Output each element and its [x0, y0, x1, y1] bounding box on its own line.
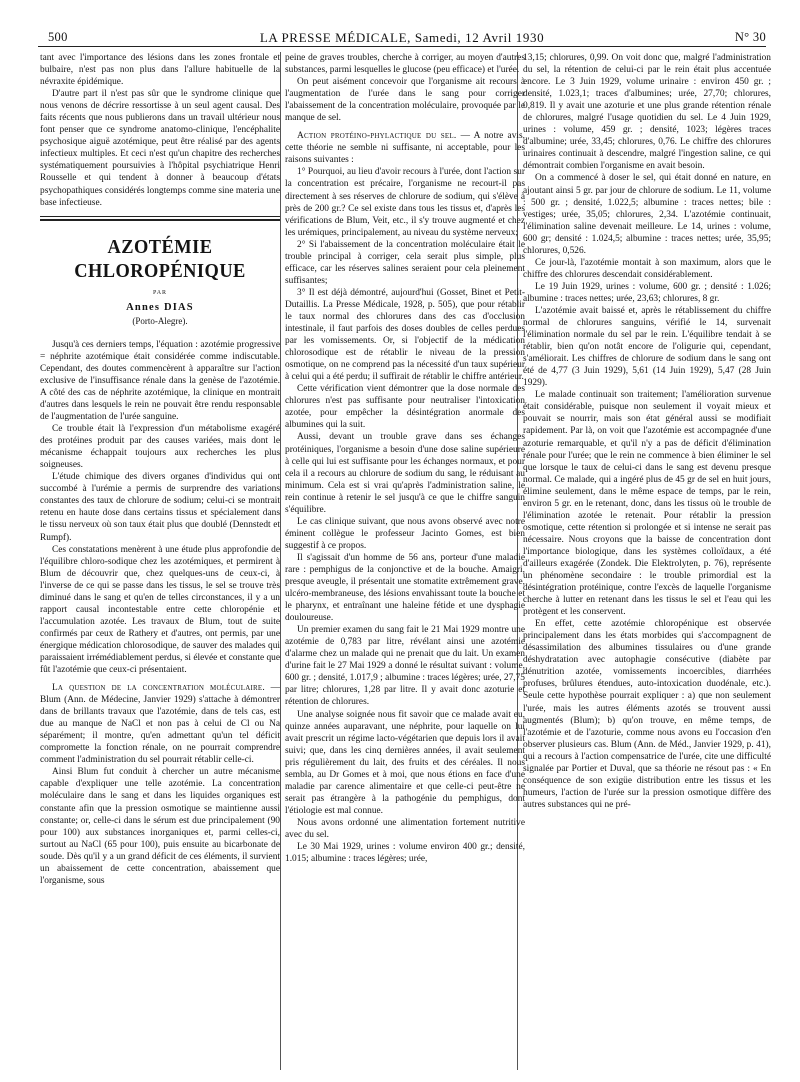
header-rule — [38, 46, 766, 47]
paragraph: Jusqu'à ces derniers temps, l'équation : azotémie progressive = néphrite azotémique était considérée comme indiscutable. Cependant, des doutes commencèrent à apparaître sur l'action exclusive de l'insuffisance rénale dans la genèse de l'azotémie. A côté des cas de néphrite azotémique, la clinique en montrait d'autres dans lesquels le rein ne pouvait être rendu responsable de l'augmentation de l'urée sanguine. — [40, 339, 280, 423]
paragraph: Le malade continuait son traitement; l'amélioration survenue était considérable, puisque non seulement il voyait mieux et pouvait se nourrir, mais son état général aussi se modifiait rapidement. Par là, on voit que l'azotémie est accompagnée d'une azoturie remarquable, et qu'il n'y a pas de déficit d'élimination rénale pour l'urée; que le rein ne commence à bien éliminer le sel que lorsque le taux de celui-ci dans le sang est devenu presque normal. Ce malade, qui a ingéré plus de 45 gr de sel en huit jours, élimine seulement, dans le même espace de temps, par le rein, environ 5 gr. en le retenant, donc, dans les tissus où le trouble de l'élimination azotée le retenait. Pour rétablir la pression osmotique, cette rétention si prolongée et si intense ne serait pas nécessaire. Nous croyons que la baisse de concentration dont l'importance biologique, dans les systèmes colloïdaux, a été d'ailleurs exagérée (Zondek. Die Elektrolyten, p. 76), représente un phénomène secondaire : le trouble primordial est la désintégration protéinique, contre l'excès de laquelle l'organisme cherche à lutter en retenant dans les tissus le sel et l'eau qui les protègent et les conservent. — [523, 390, 771, 618]
paragraph-text: — A notre avis, cette théorie ne semble ni suffisante, ni acceptable, pour les raisons suivantes : — [285, 131, 525, 166]
paragraph — [40, 682, 280, 766]
paragraph: L'azotémie avait baissé et, après le rétablissement du chiffre normal de chlorures sanguins, vérifié le 14, survenait l'élimination normale du sel par le rein. L'équilibre tendait à se rétablir, bien qu'on notât encore de l'oligurie qui, cependant, s'améliorait. Les chiffres de chlorure de sodium dans le sang ont été de 4,77 (3 Juin 1929), 5,61 (14 Juin 1929), 5,47 (28 Juin 1929). — [523, 305, 771, 389]
page-number: 500 — [48, 30, 68, 44]
article-title: AZOTÉMIE CHLOROPÉNIQUE — [74, 235, 246, 282]
paragraph: peine de graves troubles, cherche à corriger, au moyen d'autres substances, parmi lesquelles le glucose (peu efficace) et l'urée. — [285, 53, 525, 76]
paragraph: 3° Il est déjà démontré, aujourd'hui (Gosset, Binet et Petit-Dutaillis. La Presse Médicale, 1928, p. 505), que pour rétablir le taux normal des chlorures dans des cas d'occlusion intestinale, il faut parfois des doses doubles de celles perdues par les vomissements. Or, si l'objectif de la médication chlorosodique est de rétablir le niveau de la pression osmotique, on ne comprend pas la nécessité d'un taux supérieur à celui qui a été perdu; il suffirait de rétablir le chiffre antérieur. — [285, 287, 525, 383]
paragraph: Ces constatations menèrent à une étude plus approfondie de l'équilibre chloro-sodique chez les azotémiques, et permirent à Blum de découvrir que, chez quelques-uns de ceux-ci, à l'inverse de ce qui se passe dans les tissus, le sel se trouve très diminué dans le sang et qu'en de telles circonstances, il y a un rapport causal incontestable entre cette chloropénie et l'accumulation azotée. Les travaux de Blum, tout de suite confirmés par ceux de Rathery et d'autres, ont permis, par une énergique médication chlorosodique, de sauver des malades qui paraissaient irrémédiablement perdus, si élevée et constante que fût l'azotémie que ceux-ci présentaient. — [40, 544, 280, 676]
paragraph: Nous avons ordonné une alimentation fortement nutritive avec du sel. — [285, 817, 525, 840]
article-byline-par: PAR — [152, 289, 168, 296]
paragraph: Ce jour-là, l'azotémie montait à son maximum, alors que le chiffre des chlorures descendait considérablement. — [523, 257, 771, 280]
text-column-2 — [285, 52, 525, 1074]
paragraph: 13,15; chlorures, 0,99. On voit donc que, malgré l'administration du sel, la rétention de celui-ci par le rein était plus accentuée encore. Le 3 Juin 1929, volume urinaire : environ 450 gr. ; densité, 1.023,1; traces d'albumines; urée, 27,70; chlorures, 0,819. Il y avait une azoturie et une plus grande rétention rénale de chlorures, malgré l'usage quotidien du sel. Le 4 Juin 1929, urines : volume, 459 gr. ; densité, 1023; légères traces d'albumine; urée, 33,45; chlorures, 0,76. Le chiffre des chlorures urinaires continuait à descendre, malgré l'ingestion saline, ce qui démontrait combien l'organisme en avait besoin. — [523, 53, 771, 172]
section-heading: La question de la concentration moléculaire. — [52, 683, 265, 694]
text-column-1 — [40, 52, 280, 1074]
paragraph: Le 30 Mai 1929, urines : volume environ 400 gr.; densité, 1.015; albumine : traces légères; urée, — [285, 842, 525, 865]
paragraph: Ce trouble était là l'expression d'un métabolisme exagéré des protéines produit par des causes variées, mais dont le mécanisme échappait toujours aux recherches les plus soigneuses. — [40, 424, 280, 471]
paragraph-text: — Blum (Ann. de Médecine, Janvier 1929) s'attache à démontrer dans de brillants travaux que l'azotémie, dans de tels cas, est due au manque de NaCl et non pas à celui de Cl ou Na séparément; il montre, qu'en admettant qu'un tel déficit compromette la fonction rénale, on ne pourrait comprendre comment l'administration du sel pourrait rétablir celle-ci. — [40, 683, 280, 766]
paragraph: tant avec l'importance des lésions dans les zones frontale et bulbaire, n'est pas non plus dans l'allure habituelle de la névraxite épidémique. — [40, 53, 280, 88]
paragraph: On a commencé à doser le sel, qui était donné en nature, en ajoutant ainsi 5 gr. par jour de chlorure de sodium. Le 11, volume : 500 gr. ; densité, 1.022,5; albumine : traces nettes; bile : vestiges; urée, 35,05; chlorures, 2,34. L'azotémie continuait, l'élimination saline devenait meilleure. Le 14, urines : volume, 600 gr; densité : 1.024,5; albumine : traces nettes; urée, 35,95; chlorures, 0,526. — [523, 173, 771, 256]
paragraph: L'étude chimique des divers organes d'individus qui ont succombé à l'urémie a permis de surprendre des variations constantes des taux de chlorure de sodium; celui-ci se montrait retenu en haute dose dans certains tissus et spécialement dans le tissu nerveux où son taux était plus que doublé (Dennstedt et Rumpf). — [40, 472, 280, 543]
article-rule — [40, 216, 280, 217]
paragraph: 1° Pourquoi, au lieu d'avoir recours à l'urée, dont l'action sur la concentration est précaire, l'organisme ne recourt-il pas directement à ses réserves de chlorure de sodium, qui s'élève à près de 200 gr.? Ce sel existe dans tous les tissus et, d'après les vérifications de Blum, Veit, etc., il s'y trouve augmenté et chez les urémiques, principalement, au niveau du système nerveux; — [285, 167, 525, 238]
article-rule — [40, 219, 280, 221]
paragraph: Le 19 Juin 1929, urines : volume, 600 gr. ; densité : 1.026; albumine : traces nettes; urée, 23,63; chlorures, 8 gr. — [523, 281, 771, 304]
paragraph: Le cas clinique suivant, que nous avons observé avec notre éminent collègue le professeur Jacinto Gomes, est bien suggestif à ce propos. — [285, 516, 525, 551]
article-author: Annes DIAS — [126, 301, 194, 313]
paragraph: On peut aisément concevoir que l'organisme ait recours à l'augmentation de l'urée dans le sang pour corriger l'abaissement de la concentration moléculaire, provoquée par le manque de sel. — [285, 77, 525, 124]
paragraph: Cette vérification vient démontrer que la dose normale des chlorures n'est pas suffisante pour neutraliser l'intoxication azotée, pour empêcher la désintégration anormale des albumines qui la suit. — [285, 384, 525, 431]
section-heading: Action protéino-phylactique du sel. — [297, 131, 457, 142]
paragraph: Aussi, devant un trouble grave dans ses échanges protéiniques, l'organisme a besoin d'une dose saline supérieure à celle qui lui est suffisante pour les échanges normaux, et pour cela il a recours au chlorure de sodium du sang, le réduisant au minimum. Cela est si vrai qu'après l'administration saline, le rein continue à retenir le sel jusqu'à ce que le chiffre sanguin s'équilibre. — [285, 432, 525, 515]
paragraph: Ainsi Blum fut conduit à chercher un autre mécanisme capable d'expliquer une telle azotémie. La concentration moléculaire dans le sang et dans les liquides organiques est constante afin que la pression osmotique se maintienne aussi constante; or, celle-ci dans le sérum est due principalement (90 pour 100) aux substances inorganiques et, parmi celles-ci, surtout au NaCl (65 pour 100), puis ensuite au bicarbonate de soude. Dès qu'il y a un grand déficit de ces éléments, il survient un abaissement de cette concentration, abaissement que l'organisme, sous — [40, 767, 280, 886]
paragraph: Une analyse soignée nous fit savoir que ce malade avait eu, quinze années auparavant, une néphrite, pour laquelle on lui avait prescrit un régime lacto-végétarien que depuis lors il avait suivi; que, dans les cinq dernières années, il avait seulement pris régulièrement du lait, des fruits et des céréales. Il nous sembla, au Dr Gomes et à moi, que nous étions en face d'une maladie par carence alimentaire et que celle-ci peut-être ne serait pas étrangère à la pathogénie du pemphigus, dont l'étiologie est mal connue. — [285, 709, 525, 816]
paragraph: En effet, cette azotémie chloropénique est observée principalement dans les états morbides qui s'accompagnent de désassimilation des albumines tissulaires ou d'une grande déshydratation avec autophagie consécutive (diabète par dénutrition azotée, vomissements incoercibles, diarrhées profuses, brûlures étendues, auto-intoxication duodénale, etc.). Seule cette hypothèse pourrait expliquer : a) que non seulement l'urée, mais les autres éléments azotés se trouvent aussi augmentés (Blum); b) qu'on trouve, en même temps, de l'azotémie et de l'azoturie, comme nous avons eu l'occasion d'en observer plusieurs cas. Blum (Ann. de Méd., Janvier 1929, p. 41), qui a recours à l'action compensatrice de l'urée, cite une difficulté signalée par Portier et Duval, que sa théorie ne résout pas : « En conséquence de son exigüe distribution entre les tissus et les humeurs, l'action de l'urée sur la pression osmotique diffère des autres substances qui ne pré- — [523, 619, 771, 810]
text-column-3 — [523, 52, 771, 1074]
page-header — [38, 26, 766, 46]
paragraph: Il s'agissait d'un homme de 56 ans, porteur d'une maladie rare : pemphigus de la conjonctive et de la bouche. Amaigri, presque aveugle, il présentait une stomatite extrêmement grave, ulcéro-membraneuse, des lésions envahissant toute la bouche et le pharynx, et entraînant une haleine fétide et une dysphagie douloureuse. — [285, 552, 525, 624]
paragraph: 2° Si l'abaissement de la concentration moléculaire était le trouble principal à corriger, cela serait plus simple, plus efficace, car les réserves salines seraient pour cela pleinement suffisantes; — [285, 239, 525, 286]
issue-number: N° 30 — [734, 30, 766, 44]
paragraph: Un premier examen du sang fait le 21 Mai 1929 montre une azotémie de 0,783 par litre, révélant ainsi une azotémie d'alarme chez un malade qui ne prenait que du lait. Un examen d'urine fait le 27 Mai 1929 a donné le résultat suivant : volume, 600 gr. ; densité, 1.017,9 ; albumine : traces légères; urée, 27,75 par litre; chlorures, 1,28 par litre. Il y avait donc azoturie et rétention de chlorures. — [285, 625, 525, 708]
paragraph: D'autre part il n'est pas sûr que le syndrome clinique que nous venons de décrire ressortisse à un seul agent causal. Des faits récents que nous publierons dans un travail ultérieur nous font penser que ce syndrome anatomo-clinique, l'encéphalite psychosique aiguë azotémique, peut être réalisé par des agents infectieux multiples. Et ceci n'est qu'un chapitre des recherches systématiquement poursuivies à l'hôpital psychiatrique Henri Rousselle et qui tendent à donner à beaucoup d'états psychopathiques considérés longtemps comme sine materia une base infectieuse. — [40, 89, 280, 208]
journal-title: LA PRESSE MÉDICALE, Samedi, 12 Avril 1930 — [259, 30, 545, 45]
paragraph — [285, 130, 525, 166]
article-affiliation: (Porto-Alegre). — [132, 315, 188, 326]
column-divider — [280, 52, 281, 1070]
